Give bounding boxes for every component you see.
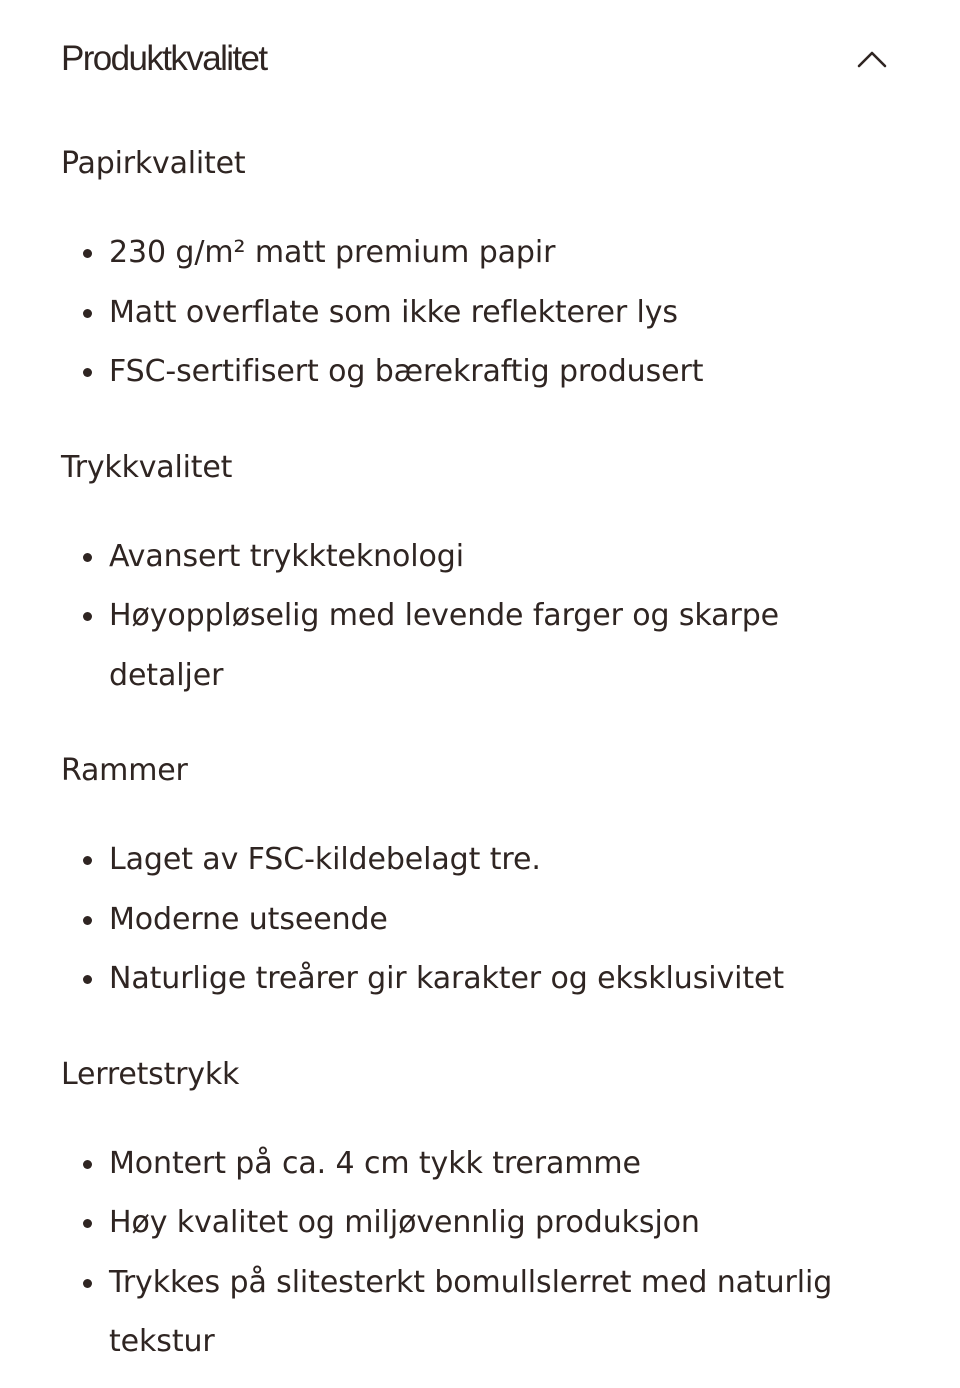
section-title: Papirkvalitet — [61, 146, 246, 181]
bullet-list — [61, 223, 888, 402]
list-item: Montert på ca. 4 cm tykk treramme — [61, 1134, 888, 1194]
chevron-up-icon[interactable] — [856, 43, 888, 75]
list-item: Laget av FSC-kildebelagt tre. — [61, 830, 888, 890]
accordion-header[interactable] — [61, 0, 888, 118]
section-rammer — [61, 753, 888, 1009]
list-item: Avansert trykkteknologi — [61, 527, 888, 587]
list-item: Trykkes på slitesterkt bomullslerret med naturlig tekstur — [61, 1253, 889, 1372]
list-item: Høy kvalitet og miljøvennlig produksjon — [61, 1193, 888, 1253]
section-papirkvalitet — [61, 146, 888, 402]
bullet-list — [61, 830, 888, 1009]
list-item: Moderne utseende — [61, 890, 888, 950]
section-title: Trykkvalitet — [61, 449, 233, 485]
section-title: Rammer — [61, 753, 188, 788]
section-trykkvalitet — [61, 450, 888, 706]
list-item: 230 g/m² matt premium papir — [61, 223, 888, 283]
section-lerretstrykk — [61, 1057, 888, 1372]
accordion-title: Produktkvalitet — [61, 39, 267, 78]
section-title: Lerretstrykk — [61, 1056, 240, 1092]
list-item: Matt overflate som ikke reflekterer lys — [61, 283, 888, 343]
bullet-list — [61, 527, 888, 706]
list-item: Naturlige treårer gir karakter og eksklusivitet — [61, 949, 888, 1009]
list-item: FSC-sertifisert og bærekraftig produsert — [61, 342, 888, 402]
list-item: Høyoppløselig med levende farger og skarpe detaljer — [61, 586, 829, 705]
accordion-content — [61, 118, 888, 1372]
bullet-list — [61, 1134, 888, 1372]
